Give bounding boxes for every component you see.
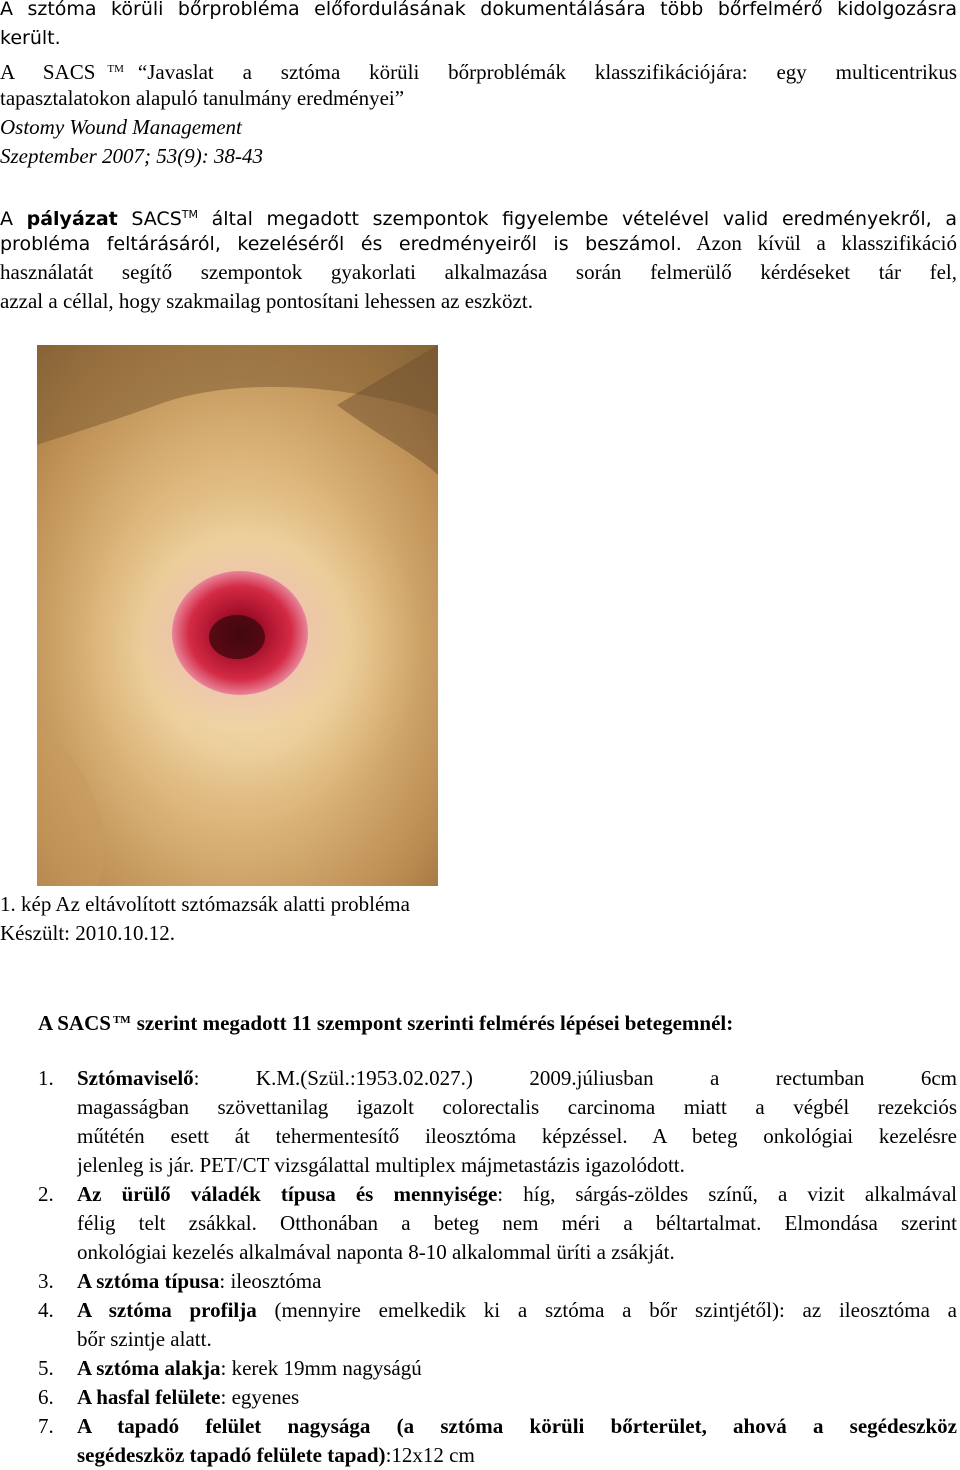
paragraph-line-4 bbox=[0, 287, 533, 316]
list-item-text: : híg, sárgás-zöldes színű, a vizit alkalmával bbox=[497, 1182, 957, 1206]
list-item-text: jelenleg is jár. PET/CT vizsgálattal multiplex májmetastázis igazolódott. bbox=[77, 1153, 685, 1177]
reference-journal bbox=[0, 113, 242, 142]
list-item-label: Sztómaviselő bbox=[77, 1066, 194, 1090]
section-heading bbox=[38, 1006, 733, 1038]
list-item-number: 1. bbox=[38, 1066, 54, 1090]
heading-text: szerint megadott 11 szempont szerinti felmérés lépései betegemnél: bbox=[136, 1011, 734, 1035]
list-item-text: : K.M.(Szül.:1953.02.027.) 2009.júliusban a rectumban 6cm bbox=[193, 1066, 957, 1090]
list-item-line bbox=[77, 1296, 957, 1325]
reference-title-end: tapasztalatokon alapuló tanulmány eredményei” bbox=[0, 86, 405, 110]
list-item-line bbox=[77, 1325, 957, 1354]
list-item-line bbox=[77, 1064, 957, 1093]
list-item-number: 5. bbox=[38, 1356, 54, 1380]
peristomal-skin-photo bbox=[37, 345, 438, 886]
para-bold-palyazat: pályázat bbox=[26, 208, 118, 230]
list-item-line bbox=[77, 1238, 957, 1267]
list-item-label: A sztóma típusa bbox=[77, 1269, 220, 1293]
intro-text-2: került. bbox=[0, 27, 61, 49]
trademark-mark: TM bbox=[107, 63, 124, 75]
list-item-label: A sztóma profilja bbox=[77, 1298, 257, 1322]
intro-text-1: A sztóma körüli bőrprobléma előfordulásának dokumentálására több bőrfelmérő kidolgozásra bbox=[0, 0, 957, 20]
para-word-a: A bbox=[0, 208, 13, 230]
trademark-mark: TM bbox=[112, 1014, 131, 1026]
list-item-text: (mennyire emelkedik ki a sztóma a bőr szintjétől): az ileosztóma a bbox=[256, 1298, 957, 1322]
list-item-text: : ileosztóma bbox=[219, 1269, 322, 1293]
journal-issue: Szeptember 2007; 53(9): 38-43 bbox=[0, 144, 264, 168]
list-item-number: 7. bbox=[38, 1414, 54, 1438]
list-item-line bbox=[77, 1151, 957, 1180]
photo-illustration bbox=[37, 345, 438, 886]
reference-sacs: A SACS bbox=[0, 60, 96, 84]
list-item-text: : kerek 19mm nagyságú bbox=[220, 1356, 422, 1380]
figure-caption-text: 1. kép Az eltávolított sztómazsák alatti probléma bbox=[0, 892, 410, 916]
para-text-3: használatát segítő szempontok gyakorlati alkalmazása során felmerülő kérdéseket tár fel, bbox=[0, 260, 957, 284]
para-text-4: azzal a céllal, hogy szakmailag pontosítani lehessen az eszközt. bbox=[0, 289, 533, 313]
list-item-label: A hasfal felülete bbox=[77, 1385, 221, 1409]
reference-issue bbox=[0, 142, 263, 171]
reference-line-1 bbox=[0, 55, 957, 87]
reference-title-start: “Javaslat a sztóma körüli bőrproblémák klasszifikációjára: egy multicentrikus bbox=[137, 60, 957, 84]
heading-sacs: A SACS bbox=[38, 1011, 111, 1035]
list-item-line bbox=[77, 1122, 957, 1151]
reference-line-2 bbox=[0, 84, 404, 113]
paragraph-line-3 bbox=[0, 258, 957, 287]
list-item-line bbox=[77, 1093, 957, 1122]
list-item-label: Az ürülő váladék típusa és mennyisége bbox=[77, 1182, 498, 1206]
list-item-number: 2. bbox=[38, 1182, 54, 1206]
figure-date bbox=[0, 919, 175, 948]
para-sacs: SACS bbox=[131, 208, 182, 230]
list-item-text: magasságban szövettanilag igazolt colorectalis carcinoma miatt a végbél rezekciós bbox=[77, 1095, 957, 1119]
list-item-text: : egyenes bbox=[220, 1385, 300, 1409]
list-item-label: segédeszköz tapadó felülete tapad) bbox=[77, 1443, 386, 1467]
list-item-line bbox=[77, 1180, 957, 1209]
list-item-line bbox=[77, 1267, 957, 1296]
list-item-line bbox=[77, 1412, 957, 1441]
paragraph-line-2 bbox=[0, 229, 957, 259]
list-item-line bbox=[77, 1209, 957, 1238]
list-item-text: bőr szintje alatt. bbox=[77, 1327, 212, 1351]
trademark-mark: TM bbox=[181, 208, 198, 221]
intro-line-1 bbox=[0, 0, 957, 24]
list-item-line bbox=[77, 1354, 957, 1383]
intro-line-2 bbox=[0, 24, 61, 53]
list-item-number: 4. bbox=[38, 1298, 54, 1322]
para-text-2b: Azon kívül a klasszifikáció bbox=[696, 231, 957, 255]
list-item-number: 3. bbox=[38, 1269, 54, 1293]
list-item-line bbox=[77, 1383, 957, 1412]
list-item-text: onkológiai kezelés alkalmával naponta 8-10 alkalommal üríti a zsákját. bbox=[77, 1240, 675, 1264]
figure-caption bbox=[0, 890, 410, 919]
para-text-2a: probléma feltárásáról, kezeléséről és eredményeiről is beszámol. bbox=[0, 233, 682, 255]
para-text-1: által megadott szempontok figyelembe vételével valid eredményekről, a bbox=[211, 208, 957, 230]
figure-date-text: Készült: 2010.10.12. bbox=[0, 921, 175, 945]
list-item-text: félig telt zsákkal. Otthonában a beteg nem méri a béltartalmat. Elmondása szerint bbox=[77, 1211, 957, 1235]
journal-name: Ostomy Wound Management bbox=[0, 115, 242, 139]
list-item-line bbox=[77, 1441, 957, 1470]
list-item-text: :12x12 cm bbox=[385, 1443, 475, 1467]
list-item-number: 6. bbox=[38, 1385, 54, 1409]
list-item-label: A sztóma alakja bbox=[77, 1356, 221, 1380]
list-item-text: műtétén esett át tehermentesítő ileosztóma képzéssel. A beteg onkológiai kezelésre bbox=[77, 1124, 957, 1148]
list-item-label: A tapadó felület nagysága (a sztóma körüli bőrterület, ahová a segédeszköz bbox=[77, 1414, 957, 1438]
